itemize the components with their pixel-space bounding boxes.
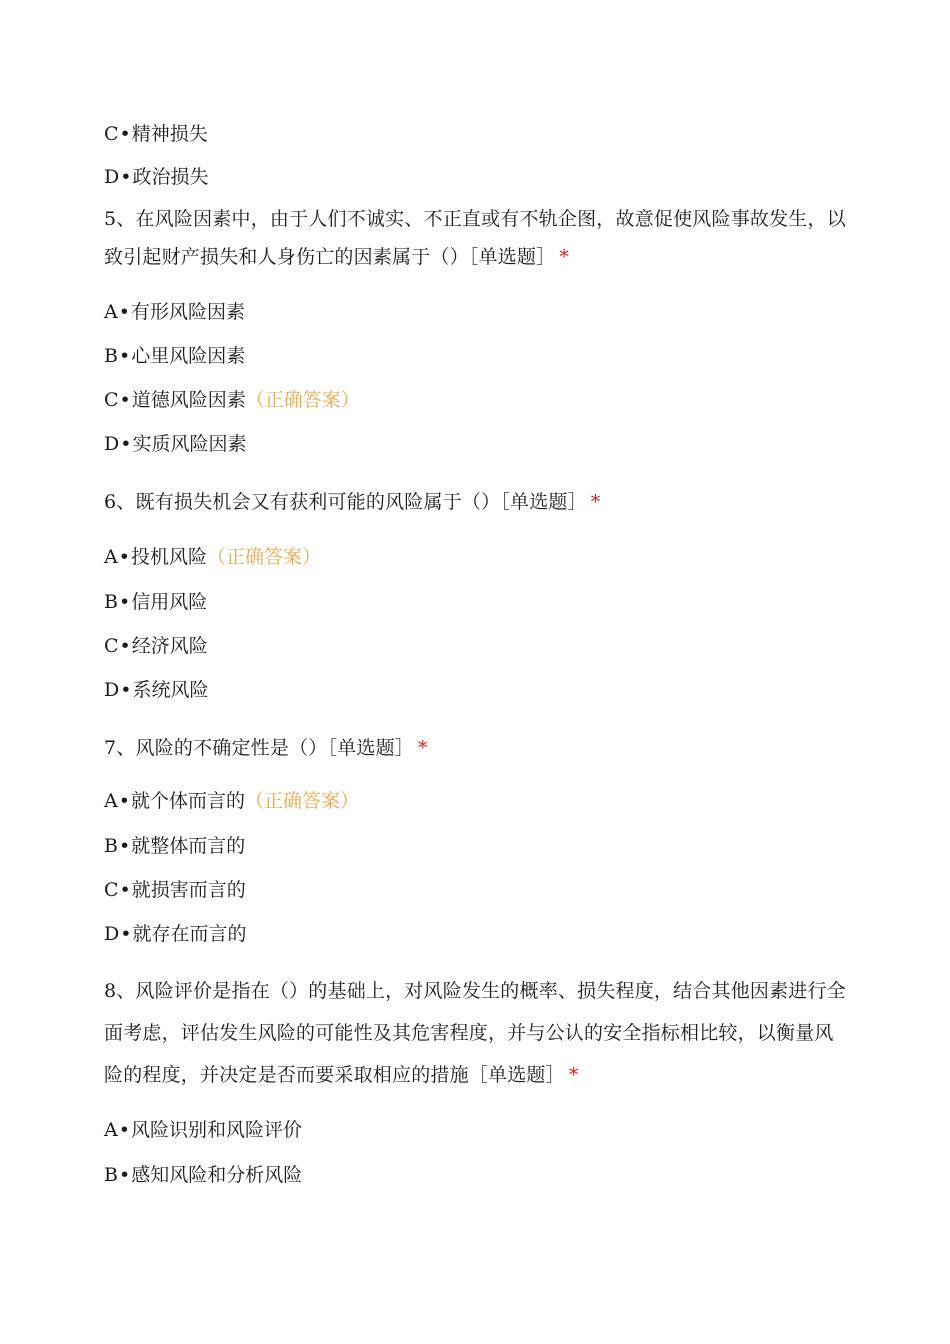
option-text: 风险识别和风险评价 bbox=[130, 1119, 302, 1141]
required-mark: * bbox=[418, 737, 428, 759]
option-letter: C bbox=[104, 123, 119, 145]
option-d[interactable] bbox=[104, 165, 208, 189]
option-letter: D bbox=[104, 433, 120, 455]
option-letter: B bbox=[104, 1164, 118, 1186]
question-6 bbox=[104, 483, 849, 521]
option-b[interactable] bbox=[104, 834, 245, 858]
question-text: 6、既有损失机会又有获利可能的风险属于（）［单选题］ bbox=[104, 491, 587, 513]
option-c[interactable] bbox=[104, 388, 360, 412]
option-letter: D bbox=[104, 923, 120, 945]
option-letter: C bbox=[104, 635, 119, 657]
question-5 bbox=[104, 200, 849, 276]
option-text: 感知风险和分析风险 bbox=[131, 1164, 303, 1186]
option-letter: B bbox=[104, 345, 118, 367]
option-text: 道德风险因素 bbox=[131, 389, 246, 411]
option-text: 就损害而言的 bbox=[131, 879, 246, 901]
bullet: • bbox=[118, 1164, 131, 1186]
option-text: 经济风险 bbox=[131, 635, 208, 657]
bullet: • bbox=[119, 635, 131, 657]
option-a[interactable] bbox=[104, 1118, 302, 1142]
option-d[interactable] bbox=[104, 922, 246, 946]
bullet: • bbox=[120, 166, 132, 188]
option-letter: A bbox=[104, 301, 118, 323]
required-mark: * bbox=[590, 491, 601, 513]
required-mark: * bbox=[568, 1064, 579, 1086]
option-a[interactable] bbox=[104, 789, 359, 813]
option-letter: B bbox=[104, 591, 118, 613]
option-text: 系统风险 bbox=[132, 679, 209, 701]
bullet: • bbox=[119, 389, 131, 411]
bullet: • bbox=[120, 679, 132, 701]
bullet: • bbox=[118, 301, 130, 323]
question-text: 5、在风险因素中，由于人们不诚实、不正直或有不轨企图，故意促使风险事故发生，以致引起财产损失和人身伤亡的因素属于（）［单选题］ bbox=[104, 208, 846, 268]
option-c[interactable] bbox=[104, 878, 246, 902]
option-letter: A bbox=[104, 790, 118, 812]
option-letter: B bbox=[104, 835, 118, 857]
option-text: 就整体而言的 bbox=[131, 835, 246, 857]
bullet: • bbox=[118, 591, 131, 613]
option-letter: C bbox=[104, 389, 119, 411]
option-d[interactable] bbox=[104, 678, 208, 702]
option-letter: D bbox=[104, 166, 120, 188]
option-b[interactable] bbox=[104, 590, 207, 614]
option-text: 信用风险 bbox=[131, 591, 208, 613]
option-text: 精神损失 bbox=[131, 123, 208, 145]
option-letter: D bbox=[104, 679, 120, 701]
option-b[interactable] bbox=[104, 344, 245, 368]
correct-answer-tag: （正确答案） bbox=[206, 546, 321, 568]
bullet: • bbox=[118, 790, 130, 812]
question-text: 7、风险的不确定性是（）［单选题］ bbox=[104, 737, 414, 759]
bullet: • bbox=[120, 923, 132, 945]
question-8 bbox=[104, 970, 849, 1096]
option-text: 心里风险因素 bbox=[131, 345, 246, 367]
option-text: 有形风险因素 bbox=[130, 301, 245, 323]
option-letter: C bbox=[104, 879, 119, 901]
option-c[interactable] bbox=[104, 634, 208, 658]
bullet: • bbox=[118, 1119, 130, 1141]
correct-answer-tag: （正确答案） bbox=[245, 389, 360, 411]
option-text: 政治损失 bbox=[132, 166, 209, 188]
option-text: 投机风险 bbox=[130, 546, 207, 568]
option-text: 就存在而言的 bbox=[132, 923, 247, 945]
question-text: 8、风险评价是指在（）的基础上，对风险发生的概率、损失程度，结合其他因素进行全面考虑，评估发生风险的可能性及其危害程度，并与公认的安全指标相比较，以衡量风险的程度，并决定是否而要采取相应的措施［单选题］ bbox=[104, 980, 846, 1086]
option-a[interactable] bbox=[104, 300, 245, 324]
bullet: • bbox=[118, 546, 130, 568]
correct-answer-tag: （正确答案） bbox=[244, 790, 359, 812]
option-a[interactable] bbox=[104, 545, 321, 569]
question-7 bbox=[104, 729, 849, 767]
option-letter: A bbox=[104, 1119, 118, 1141]
option-text: 就个体而言的 bbox=[130, 790, 245, 812]
bullet: • bbox=[118, 345, 131, 367]
option-letter: A bbox=[104, 546, 118, 568]
option-text: 实质风险因素 bbox=[132, 433, 247, 455]
option-b[interactable] bbox=[104, 1163, 302, 1187]
bullet: • bbox=[120, 433, 132, 455]
bullet: • bbox=[119, 879, 131, 901]
option-d[interactable] bbox=[104, 432, 246, 456]
bullet: • bbox=[118, 835, 131, 857]
required-mark: * bbox=[559, 246, 570, 268]
bullet: • bbox=[119, 123, 131, 145]
option-c[interactable] bbox=[104, 122, 208, 146]
